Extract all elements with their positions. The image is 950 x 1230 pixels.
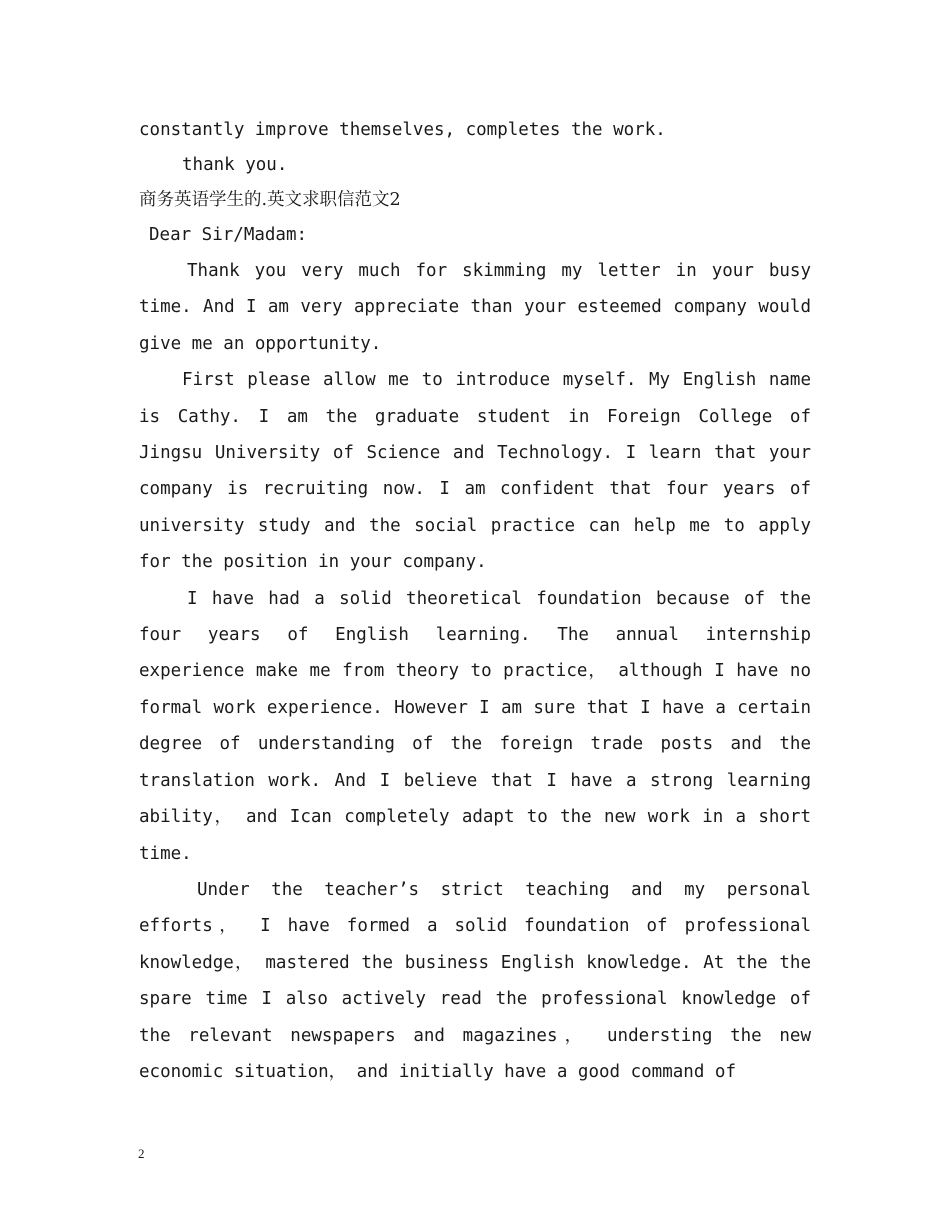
carryover-line: constantly improve themselves, completes the work. — [139, 120, 666, 140]
page-number: 2 — [138, 1146, 145, 1161]
salutation: Dear Sir/Madam: — [149, 225, 308, 245]
paragraph-foundation: I have had a solid theoretical foundation because of the four years of English learning. The annual internship experience make me from theory to practice， although I have no formal work experience. However I am sure that I have a certain degree of understanding of the foreign trade posts and the translation work. And I believe that I have a strong learning ability， and Ican completely adapt to the new work in a short time. — [139, 588, 811, 864]
section-heading: 商务英语学生的.英文求职信范文2 — [139, 190, 401, 210]
paragraph-professional-knowledge: Under the teacher’s strict teaching and my personal efforts， I have formed a solid foundation of professional knowledge， mastered the business English knowledge. At the the spare time I also actively read the professional knowledge of the relevant newspapers and magazines， understing the new economic situation， and initially have a good command of — [139, 879, 811, 1082]
closing-thanks: thank you. — [182, 155, 288, 175]
paragraph-introduction: First please allow me to introduce myself. My English name is Cathy. I am the graduate student in Foreign College of Jingsu University of Science and Technology. I learn that your company is recruiting now. I am confident that four years of university study and the social practice can help me to apply for the position in your company. — [139, 370, 811, 573]
paragraph-thanks-for-reading: Thank you very much for skimming my letter in your busy time. And I am very appreciate than your esteemed company would give me an opportunity. — [139, 261, 811, 354]
document-body — [139, 113, 811, 1090]
